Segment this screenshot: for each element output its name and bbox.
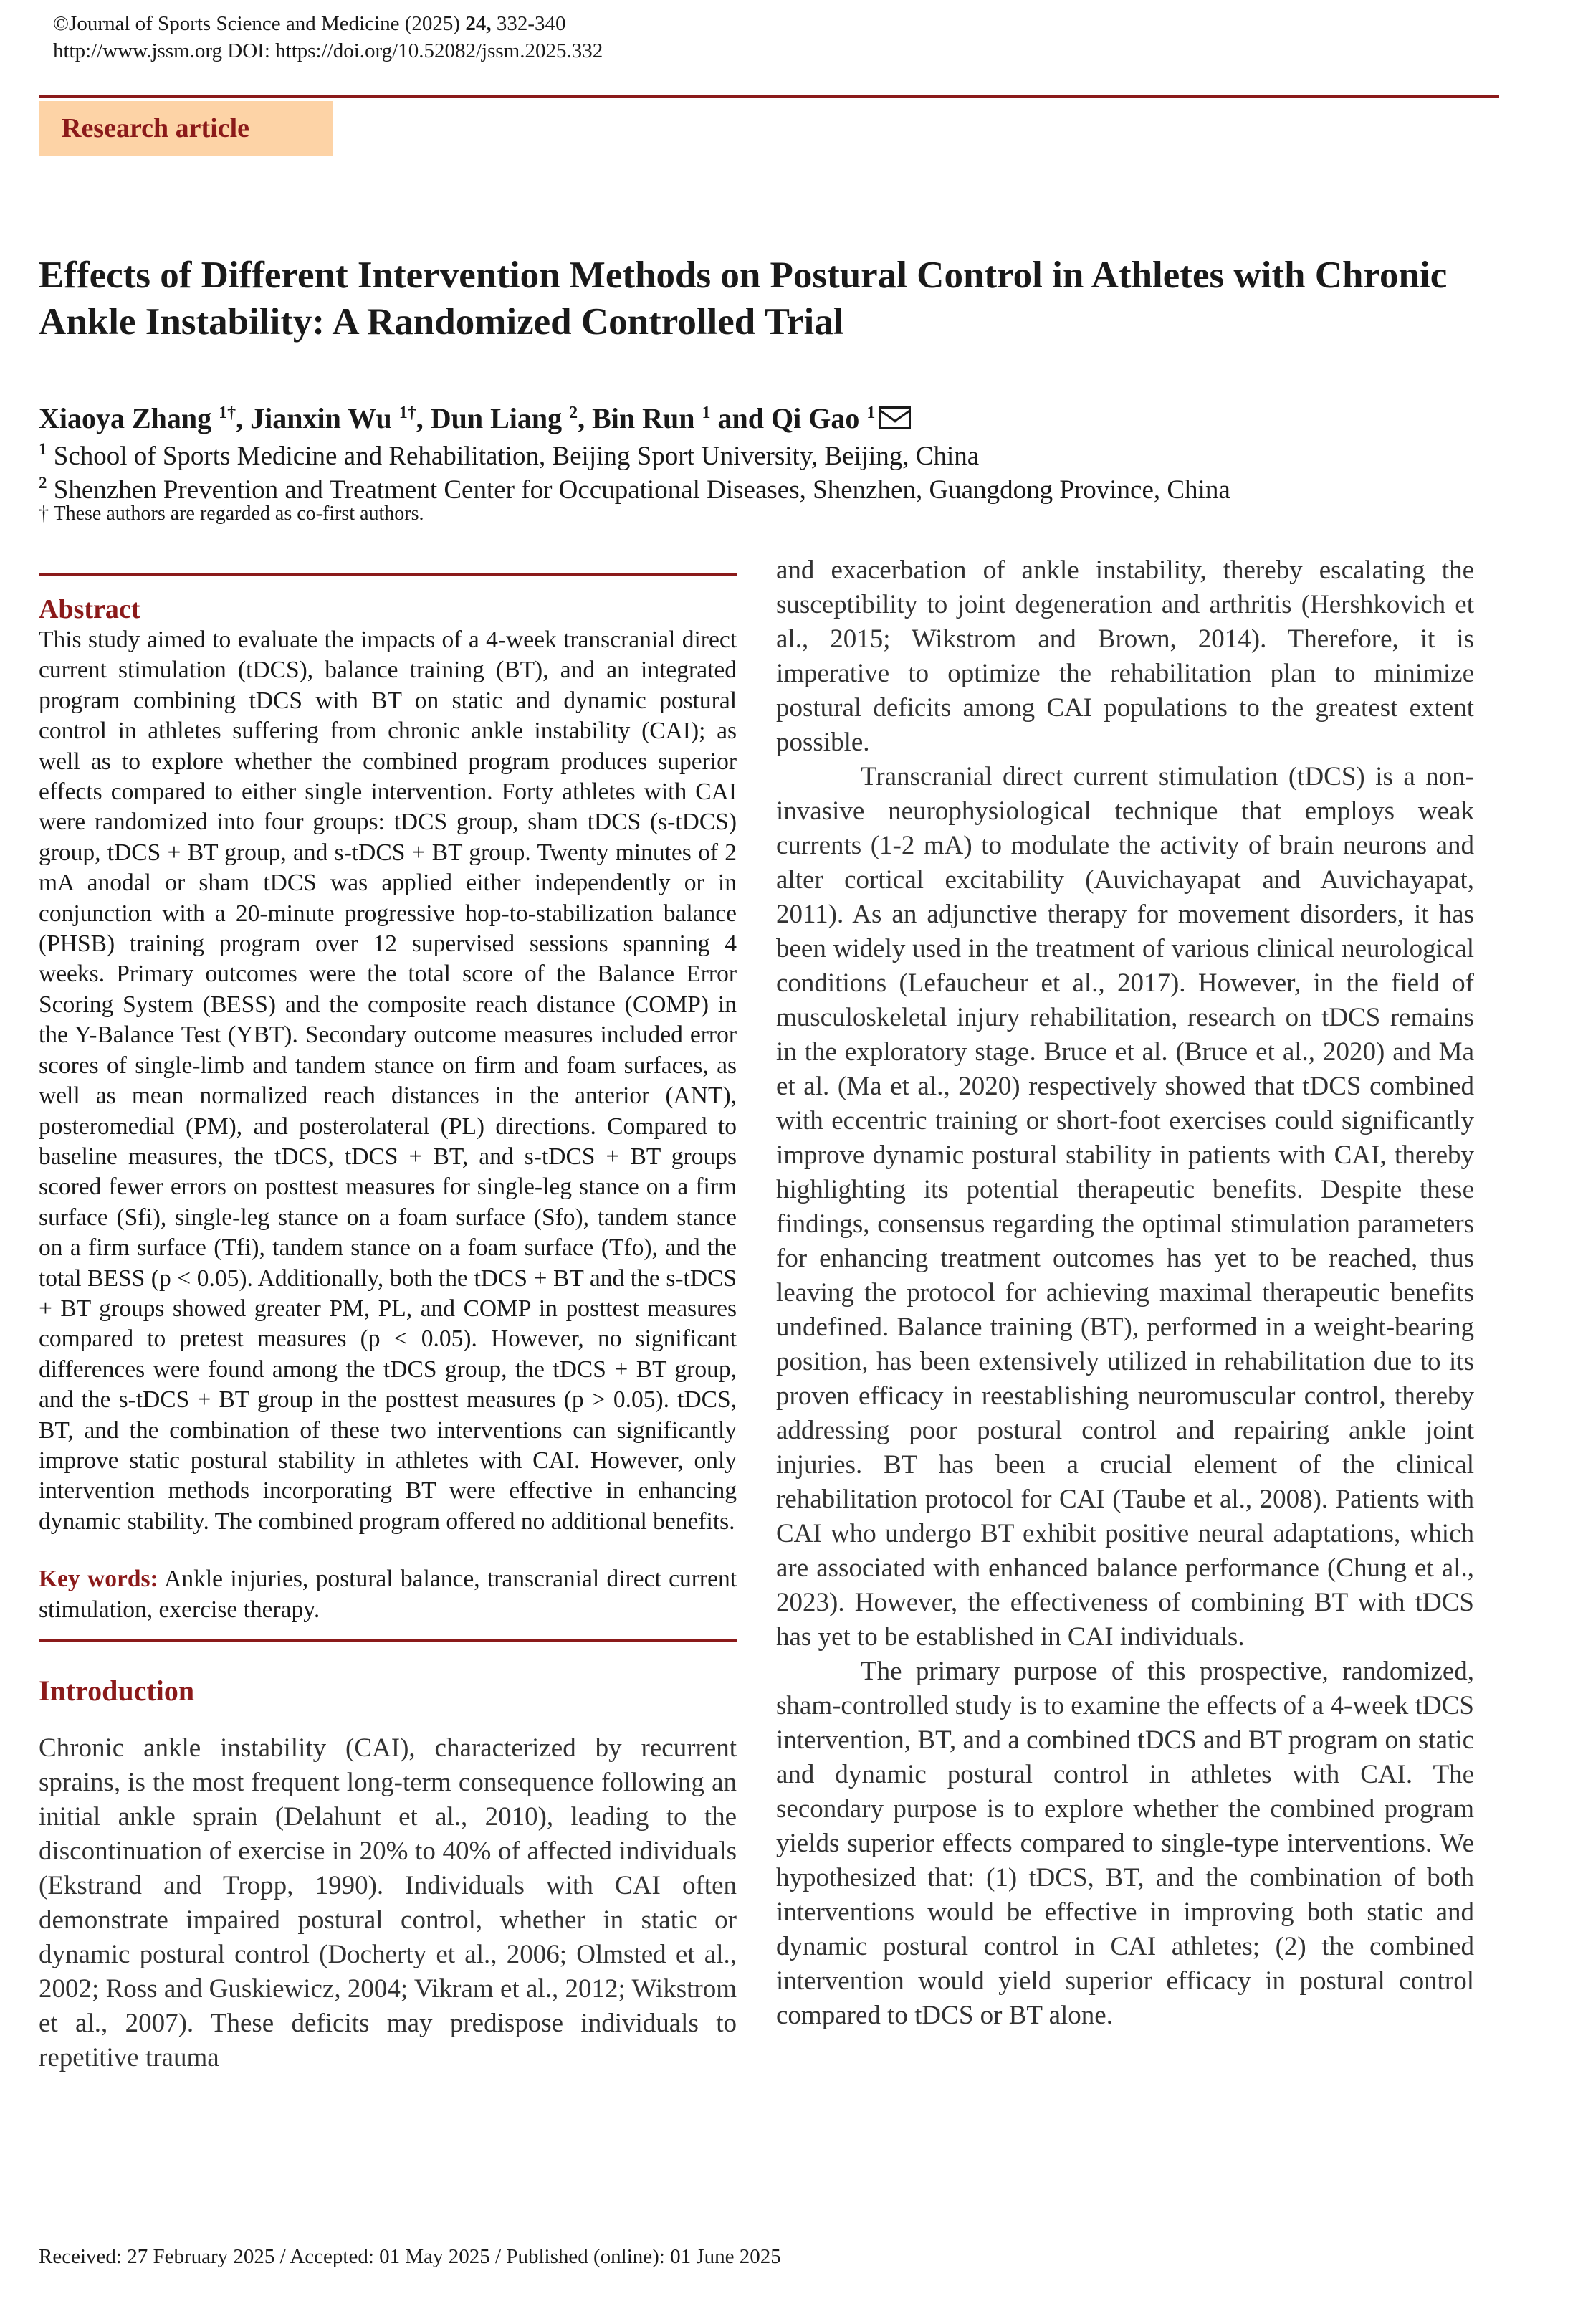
abstract-heading: Abstract [39,594,140,624]
publication-dates: Received: 27 February 2025 / Accepted: 01 May 2025 / Published (online): 01 June 2025 [39,2245,781,2268]
keywords-label: Key words: [39,1566,158,1593]
journal-citation: ©Journal of Sports Science and Medicine (2025) 24, 332-340 [53,12,566,35]
journal-url-doi[interactable]: http://www.jssm.org DOI: https://doi.org/10.52082/jssm.2025.332 [53,39,603,62]
abstract-text: This study aimed to evaluate the impacts of a 4-week transcranial direct current stimulation (tDCS), balance training (BT), and an integrated program combining tDCS with BT on static and dynamic postural control in athletes suffering from chronic ankle instability (CAI); as well as to explore whether the combined program produces superior effects compared to either single intervention. Forty athletes with CAI were randomized into four groups: tDCS group, sham tDCS (s-tDCS) group, tDCS + BT group, and s-tDCS + BT group. Twenty minutes of 2 mA anodal or sham tDCS was applied either independently or in conjunction with a 20-minute progressive hop-to-stabilization balance (PHSB) training program over 12 supervised sessions spanning 4 weeks. Primary outcomes were the total score of the Balance Error Scoring System (BESS) and the composite reach distance (COMP) in the Y-Balance Test (YBT). Secondary outcome measures included error scores of single-limb and tandem stance on firm and foam surfaces, as well as mean normalized reach distances in the anterior (ANT), posteromedial (PM), and posterolateral (PL) directions. Compared to baseline measures, the tDCS, tDCS + BT, and s-tDCS + BT groups scored fewer errors on posttest measures for single-leg stance on a firm surface (Sfi), single-leg stance on a foam surface (Sfo), tandem stance on a firm surface (Tfi), tandem stance on a foam surface (Tfo), and the total BESS (p < 0.05). Additionally, both the tDCS + BT and the s-tDCS + BT groups showed greater PM, PL, and COMP in posttest measures compared to pretest measures (p < 0.05). However, no significant differences were found among the tDCS group, the tDCS + BT group, and the s-tDCS + BT group in the posttest measures (p > 0.05). tDCS, BT, and the combination of these two interventions can significantly improve static postural stability in athletes with CAI. However, only intervention methods incorporating BT were effective in enhancing dynamic stability. The combined program offered no additional benefits. [39,627,737,1535]
journal-header [53,10,603,65]
author-list: Xiaoya Zhang $^{1\dagger}$, Jianxin Wu $^{1\dagger}$, Dun Liang $^2$, Bin Run $^1$ and Qi Gao $^1$ [39,396,911,436]
left-column [39,573,737,2075]
email-icon[interactable] [879,406,911,429]
intro-paragraph-3: The primary purpose of this prospective, randomized, sham-controlled study is to examine the effects of a 4-week tDCS intervention, BT, and a combined tDCS and BT program on static and dynamic postural control in athletes with CAI. The secondary purpose is to explore whether the combined program yields superior effects compared to single-type interventions. We hypothesized that: (1) tDCS, BT, and the combination of both interventions would be effective in improving both static and dynamic postural control in CAI athletes; (2) the combined intervention would yield superior efficacy in postural control compared to tDCS or BT alone. [776,1657,1474,2030]
intro-paragraph-1: Chronic ankle instability (CAI), characterized by recurrent sprains, is the most frequent long-term consequence following an initial ankle sprain (Delahunt et al., 2010), leading to the discontinuation of exercise in 20% to 40% of affected individuals (Ekstrand and Tropp, 1990). Individuals with CAI often demonstrate impaired postural control, whether in static or dynamic postural control (Docherty et al., 2006; Olmsted et al., 2002; Ross and Guskiewicz, 2004; Vikram et al., 2012; Wikstrom et al., 2007). These deficits may predispose individuals to repetitive trauma [39,1733,737,2072]
right-column [776,553,1474,2033]
affiliation-1: $^1$ School of Sports Medicine and Rehabilitation, Beijing Sport University, Beijing, China [39,440,980,471]
affiliation-2: $^2$ Shenzhen Prevention and Treatment Center for Occupational Diseases, Shenzhen, Guangdong Province, China [39,474,1230,505]
intro-paragraph-2: Transcranial direct current stimulation (tDCS) is a non-invasive neurophysiological technique that employs weak currents (1-2 mA) to modulate the activity of brain neurons and alter cortical excitability (Auvichayapat and Auvichayapat, 2011). As an adjunctive therapy for movement disorders, it has been widely used in the treatment of various clinical neurological conditions (Lefaucheur et al., 2017). However, in the field of musculoskeletal injury rehabilitation, research on tDCS remains in the exploratory stage. Bruce et al. (Bruce et al., 2020) and Ma et al. (Ma et al., 2020) respectively showed that tDCS combined with eccentric training or short-foot exercises could significantly improve dynamic postural stability in patients with CAI, thereby highlighting its potential therapeutic benefits. Despite these findings, consensus regarding the optimal stimulation parameters for enhancing treatment outcomes has yet to be reached, thus leaving the protocol for achieving maximal therapeutic benefits undefined. Balance training (BT), performed in a weight-bearing position, has been extensively utilized in rehabilitation due to its proven efficacy in reestablishing neuromuscular control, thereby addressing poor postural control and repairing ankle joint injuries. BT has been a crucial element of the clinical rehabilitation protocol for CAI (Taube et al., 2008). Patients with CAI who undergo BT exhibit positive neural adaptations, which are associated with enhanced balance performance (Chung et al., 2023). However, the effectiveness of combining BT with tDCS has yet to be established in CAI individuals. [776,762,1474,1652]
abstract-bottom-rule [39,1639,737,1642]
abstract-top-rule [39,573,737,576]
co-first-note: † These authors are regarded as co-first authors. [39,503,424,525]
header-divider [39,95,1499,98]
article-type-badge: Research article [39,101,333,156]
paper-title: Effects of Different Intervention Methods on Postural Control in Athletes with Chronic Ankle Instability: A Randomized Controlled Trial [39,254,1448,343]
intro-paragraph-1-continued: and exacerbation of ankle instability, thereby escalating the susceptibility to joint degeneration and arthritis (Hershkovich et al., 2015; Wikstrom and Brown, 2014). Therefore, it is imperative to optimize the rehabilitation plan to minimize postural deficits among CAI populations to the greatest extent possible. [776,556,1474,757]
introduction-heading: Introduction [39,1675,195,1707]
keywords-text: Ankle injuries, postural balance, transcranial direct current stimulation, exercise therapy. [39,1566,737,1623]
keywords [39,1564,737,1625]
